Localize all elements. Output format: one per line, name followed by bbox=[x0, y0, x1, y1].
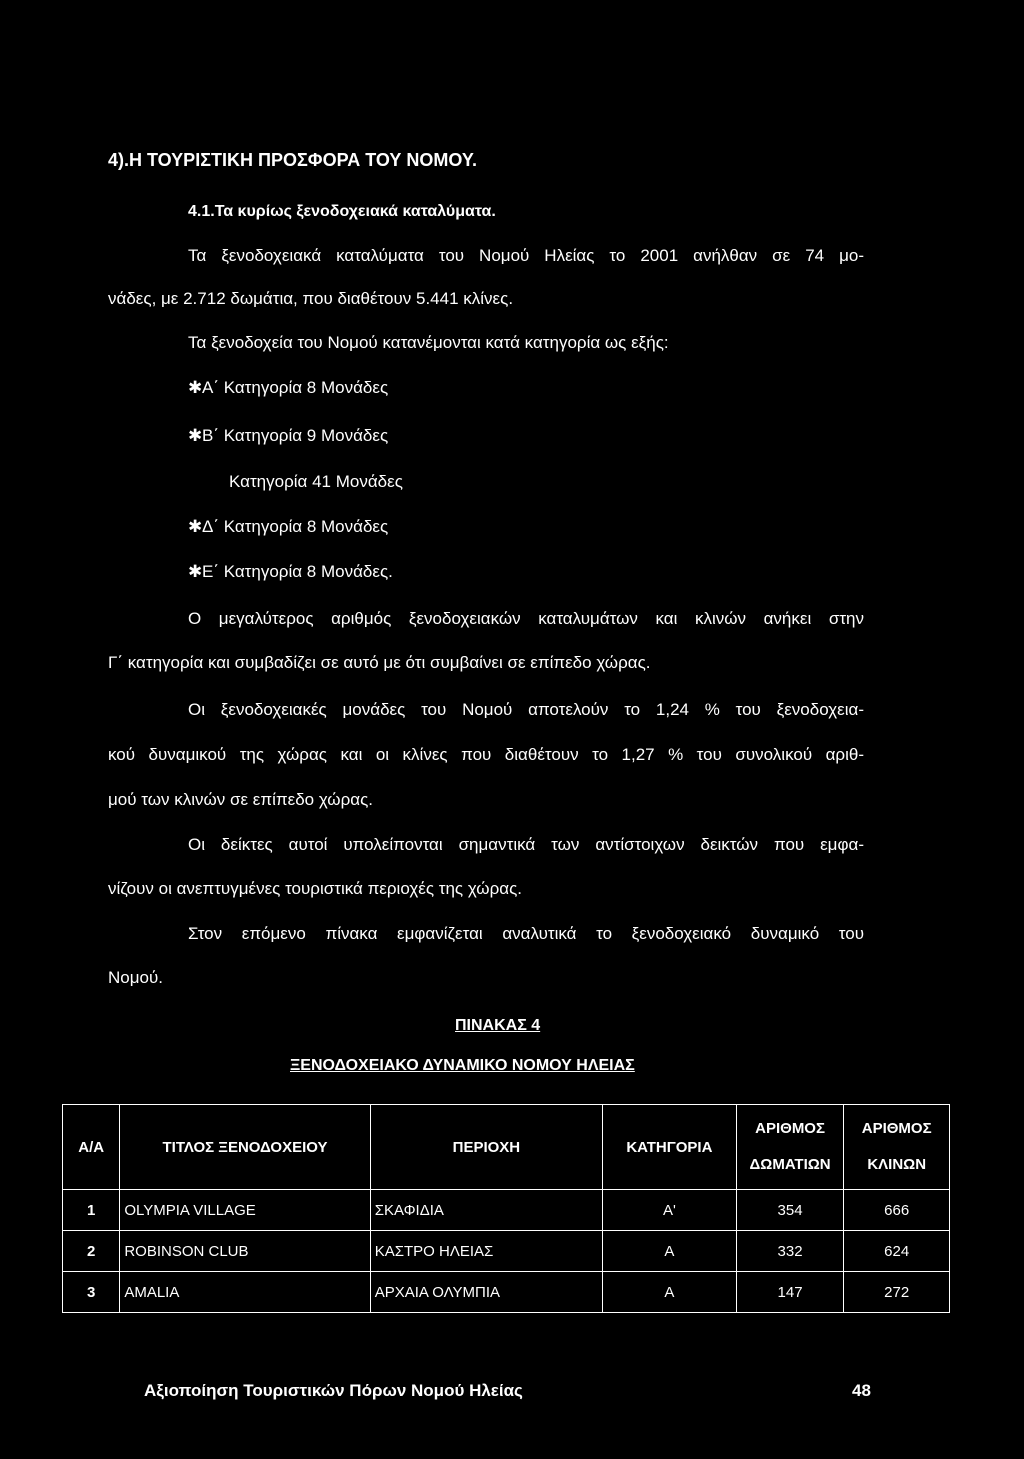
category-text: Δ΄ Κατηγορία 8 Μονάδες bbox=[202, 517, 389, 536]
header-rooms bbox=[736, 1105, 844, 1190]
cell-aa: 1 bbox=[63, 1190, 120, 1231]
header-category: ΚΑΤΗΓΟΡΙΑ bbox=[603, 1105, 737, 1190]
paragraph-line: κού δυναμικού της χώρας και οι κλίνες που διαθέτουν το 1,27 % του συνολικού αριθ- bbox=[108, 745, 864, 764]
paragraph-line: Τα ξενοδοχεία του Νομού κατανέμονται κατά κατηγορία ως εξής: bbox=[188, 333, 669, 352]
header-beds-line1: ΑΡΙΘΜΟΣ bbox=[861, 1120, 932, 1137]
footer-title: Αξιοποίηση Τουριστικών Πόρων Νομού Ηλείας bbox=[144, 1381, 523, 1400]
paragraph-line: Ο μεγαλύτερος αριθμός ξενοδοχειακών καταλυμάτων και κλινών ανήκει στην bbox=[188, 609, 864, 628]
cell-area: ΑΡΧΑΙΑ ΟΛΥΜΠΙΑ bbox=[370, 1272, 602, 1313]
cell-beds: 624 bbox=[844, 1231, 950, 1272]
header-beds bbox=[844, 1105, 950, 1190]
asterisk-bullet-icon: ✱ bbox=[188, 562, 203, 581]
category-text: Α΄ Κατηγορία 8 Μονάδες bbox=[202, 378, 389, 397]
paragraph-line: Γ΄ κατηγορία και συμβαδίζει σε αυτό με ότι συμβαίνει σε επίπεδο χώρας. bbox=[108, 653, 651, 672]
cell-beds: 272 bbox=[844, 1272, 950, 1313]
category-item bbox=[188, 426, 388, 446]
cell-category: Α bbox=[603, 1272, 737, 1313]
cell-category: Α' bbox=[603, 1190, 737, 1231]
paragraph-line: Οι ξενοδοχειακές μονάδες του Νομού αποτελούν το 1,24 % του ξενοδοχεια- bbox=[188, 700, 864, 719]
cell-rooms: 332 bbox=[736, 1231, 844, 1272]
cell-title: OLYMPIA VILLAGE bbox=[120, 1190, 370, 1231]
paragraph-line: Στον επόμενο πίνακα εμφανίζεται αναλυτικά το ξενοδοχειακό δυναμικό του bbox=[188, 924, 864, 943]
category-item bbox=[188, 378, 388, 398]
subsection-heading: 4.1.Τα κυρίως ξενοδοχειακά καταλύματα. bbox=[188, 203, 496, 220]
category-text: Ε΄ Κατηγορία 8 Μονάδες. bbox=[202, 562, 393, 581]
paragraph-line: Τα ξενοδοχειακά καταλύματα του Νομού Ηλείας το 2001 ανήλθαν σε 74 μο- bbox=[188, 246, 864, 265]
paragraph-line: μού των κλινών σε επίπεδο χώρας. bbox=[108, 790, 373, 809]
table-row bbox=[63, 1231, 950, 1272]
asterisk-bullet-icon: ✱ bbox=[188, 517, 203, 536]
table-caption: ΠΙΝΑΚΑΣ 4 bbox=[455, 1017, 541, 1034]
table-header-row bbox=[63, 1105, 950, 1190]
paragraph-line: νάδες, με 2.712 δωμάτια, που διαθέτουν 5.441 κλίνες. bbox=[108, 289, 514, 308]
cell-aa: 3 bbox=[63, 1272, 120, 1313]
header-rooms-line2: ΔΩΜΑΤΙΩΝ bbox=[749, 1156, 831, 1173]
cell-beds: 666 bbox=[844, 1190, 950, 1231]
cell-area: ΚΑΣΤΡΟ ΗΛΕΙΑΣ bbox=[370, 1231, 602, 1272]
header-beds-line2: ΚΛΙΝΩΝ bbox=[867, 1156, 927, 1173]
header-area: ΠΕΡΙΟΧΗ bbox=[370, 1105, 602, 1190]
category-item bbox=[188, 517, 388, 537]
page-number: 48 bbox=[852, 1381, 871, 1400]
table-title: ΞΕΝΟΔΟΧΕΙΑΚΟ ΔΥΝΑΜΙΚΟ ΝΟΜΟΥ ΗΛΕΙΑΣ bbox=[290, 1057, 635, 1074]
cell-category: Α bbox=[603, 1231, 737, 1272]
asterisk-bullet-icon: ✱ bbox=[188, 426, 203, 445]
cell-area: ΣΚΑΦΙΔΙΑ bbox=[370, 1190, 602, 1231]
category-item bbox=[188, 562, 393, 582]
section-heading: 4).Η ΤΟΥΡΙΣΤΙΚΗ ΠΡΟΣΦΟΡΑ ΤΟΥ ΝΟΜΟΥ. bbox=[108, 150, 477, 170]
header-aa: Α/Α bbox=[63, 1105, 120, 1190]
cell-title: AMALIA bbox=[120, 1272, 370, 1313]
table-row bbox=[63, 1190, 950, 1231]
paragraph-line: Οι δείκτες αυτοί υπολείπονται σημαντικά των αντίστοιχων δεικτών που εμφα- bbox=[188, 835, 864, 854]
header-title: ΤΙΤΛΟΣ ΞΕΝΟΔΟΧΕΙΟΥ bbox=[120, 1105, 370, 1190]
header-rooms-line1: ΑΡΙΘΜΟΣ bbox=[755, 1120, 825, 1137]
table-row bbox=[63, 1272, 950, 1313]
category-text: Β΄ Κατηγορία 9 Μονάδες bbox=[202, 426, 389, 445]
category-text: Κατηγορία 41 Μονάδες bbox=[229, 472, 403, 491]
category-item bbox=[229, 472, 403, 492]
cell-rooms: 354 bbox=[736, 1190, 844, 1231]
cell-rooms: 147 bbox=[736, 1272, 844, 1313]
cell-aa: 2 bbox=[63, 1231, 120, 1272]
paragraph-line: νίζουν οι ανεπτυγμένες τουριστικά περιοχές της χώρας. bbox=[108, 879, 522, 898]
asterisk-bullet-icon: ✱ bbox=[188, 378, 203, 397]
paragraph-line: Νομού. bbox=[108, 968, 164, 987]
cell-title: ROBINSON CLUB bbox=[120, 1231, 370, 1272]
hotels-table bbox=[62, 1104, 950, 1313]
